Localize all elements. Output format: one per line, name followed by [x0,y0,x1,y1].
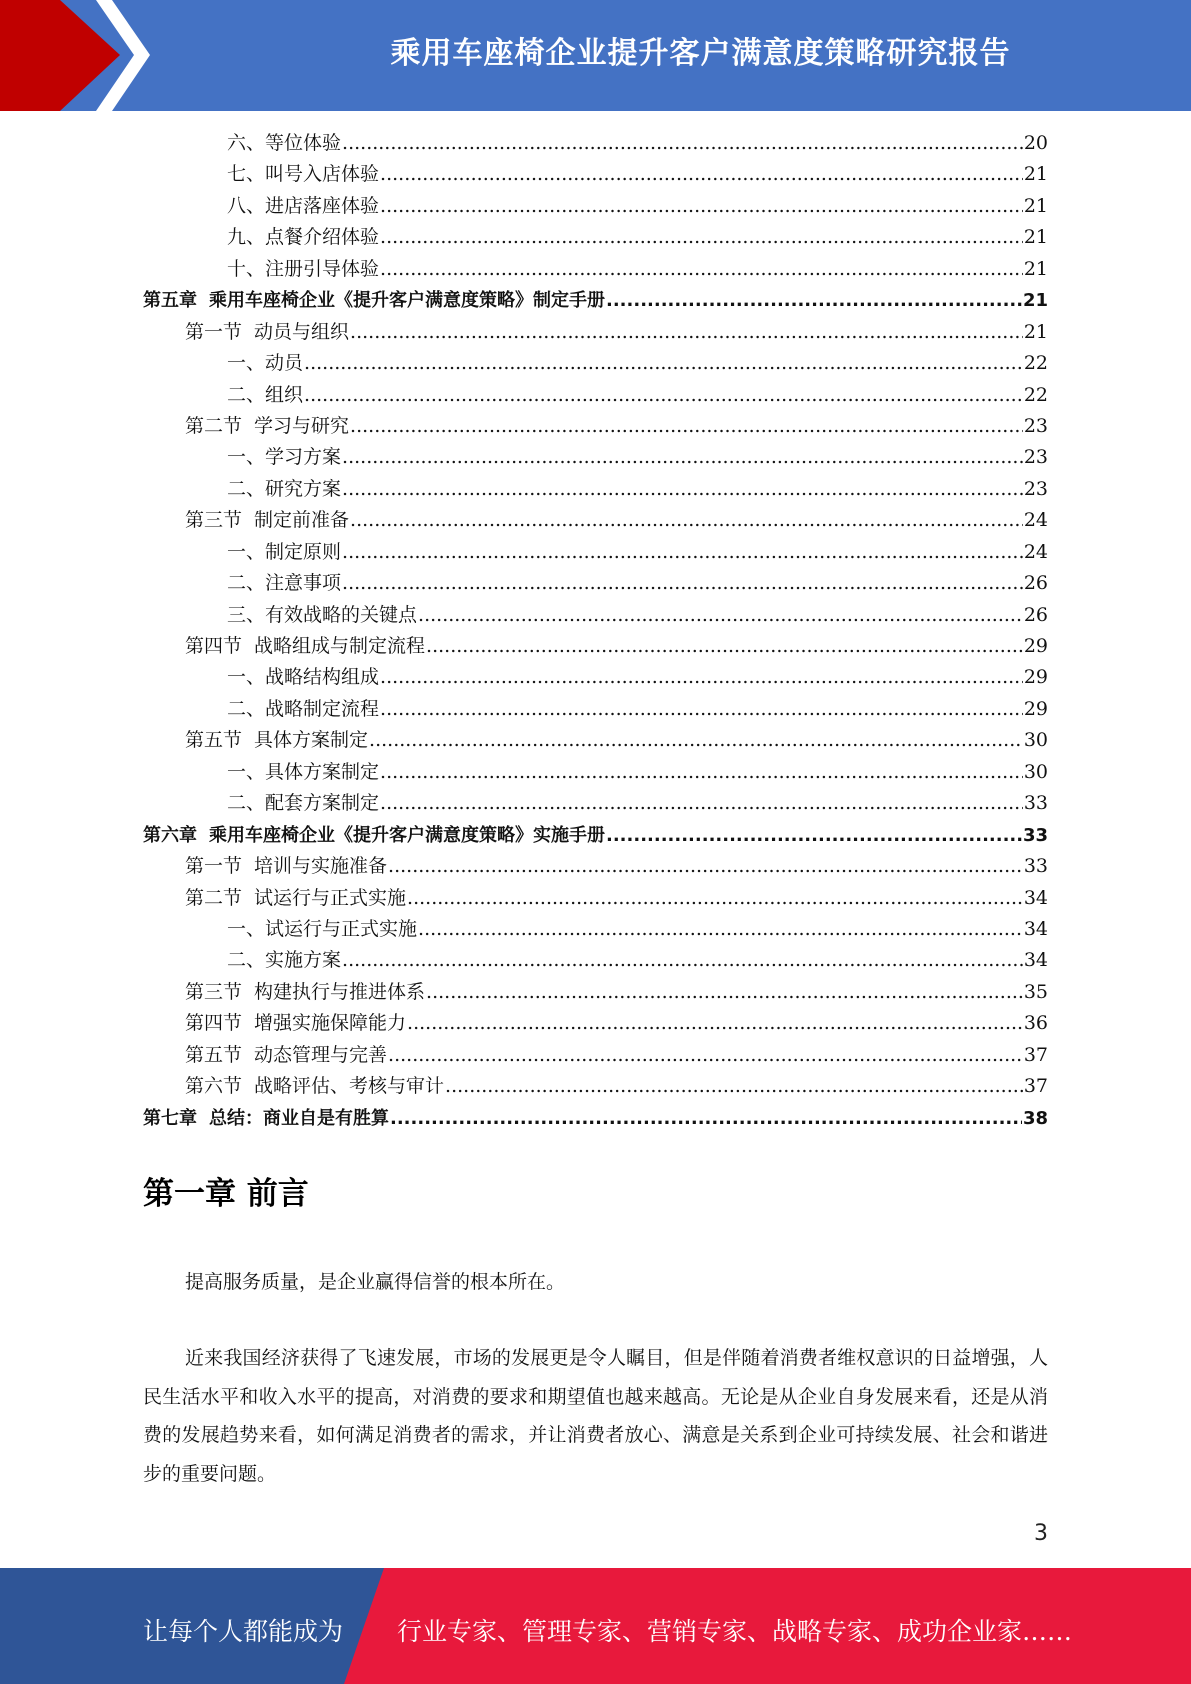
toc-entry-title: 叫号入店体验 [265,163,380,186]
toc-entry-label [143,820,605,851]
toc-dot-leader [388,851,1023,882]
toc-entry-number: 第六章 [143,824,197,846]
toc-entry-title: 动员 [265,352,304,375]
toc-entry-page: 21 [1023,320,1048,343]
toc-dot-leader [350,505,1023,536]
toc-entry-title: 组织 [265,383,304,406]
toc-entry-number: 三、 [227,603,266,626]
toc-entry-label [143,285,605,316]
toc-entry-label [227,474,341,505]
toc-entry-label [185,977,425,1008]
toc-entry-label [185,1071,444,1102]
toc-entry[interactable] [143,662,1048,693]
toc-entry-label [227,568,341,599]
toc-entry-title: 制定前准备 [254,509,350,532]
toc-entry-number: 一、 [227,352,266,375]
toc-entry-label [227,442,341,473]
toc-entry-title: 点餐介绍体验 [265,226,380,249]
toc-entry-page: 21 [1023,226,1048,249]
toc-entry-label [185,883,406,914]
table-of-contents [143,128,1048,1134]
toc-entry-number: 第三节 [185,509,243,532]
toc-dot-leader [342,537,1023,568]
toc-entry-label [227,662,379,693]
toc-entry[interactable] [143,977,1048,1008]
toc-dot-leader [380,191,1023,222]
toc-entry-title: 战略结构组成 [265,666,380,689]
toc-entry-label [227,191,379,222]
header-title: 乘用车座椅企业提升客户满意度策略研究报告 [390,36,1011,71]
toc-entry-title: 总结：商业自是有胜算 [209,1107,389,1129]
page-number: 3 [1034,1521,1048,1546]
toc-entry[interactable] [143,945,1048,976]
toc-dot-leader [369,725,1023,756]
toc-entry[interactable] [143,725,1048,756]
toc-entry-title: 乘用车座椅企业《提升客户满意度策略》制定手册 [209,290,605,312]
toc-entry-number: 一、 [227,760,266,783]
toc-entry-number: 二、 [227,792,266,815]
toc-entry-number: 第四节 [185,1012,243,1035]
toc-entry[interactable] [143,694,1048,725]
toc-dot-leader [342,128,1023,159]
toc-entry-label [227,914,417,945]
toc-entry-title: 战略制定流程 [265,697,380,720]
toc-entry-number: 第一节 [185,320,243,343]
toc-entry-title: 战略评估、考核与审计 [254,1075,445,1098]
toc-dot-leader [350,411,1023,442]
paragraph-2: 近来我国经济获得了飞速发展，市场的发展更是令人瞩目，但是伴随着消费者维权意识的日益增强，人民生活水平和收入水平的提高，对消费的要求和期望值也越来越高。无论是从企业自身发展来看，还是从消费的发展趋势来看，如何满足消费者的需求，并让消费者放心、满意是关系到企业可持续发展、社会和谐进步的重要问题。 [143,1347,1048,1485]
toc-entry[interactable] [143,505,1048,536]
toc-dot-leader [380,254,1023,285]
toc-entry-label [227,788,379,819]
toc-entry[interactable] [143,788,1048,819]
toc-entry-number: 第二节 [185,886,243,909]
toc-entry[interactable] [143,1008,1048,1039]
toc-entry-page: 29 [1023,697,1048,720]
toc-entry-number: 二、 [227,949,266,972]
toc-entry-number: 十、 [227,257,266,280]
toc-entry-label [185,851,387,882]
toc-entry-title: 动态管理与完善 [254,1043,388,1066]
toc-entry-page: 30 [1023,729,1048,752]
toc-dot-leader [380,757,1023,788]
toc-entry-title: 进店落座体验 [265,194,380,217]
toc-entry-page: 20 [1023,132,1048,154]
toc-entry[interactable] [143,631,1048,662]
toc-entry-number: 六、 [227,132,266,154]
toc-entry-number: 第四节 [185,635,243,657]
toc-entry-number: 第二节 [185,414,243,437]
toc-entry-page: 21 [1023,257,1048,280]
toc-entry-label [143,1103,389,1134]
toc-entry[interactable] [143,474,1048,505]
footer-slogan-right: 行业专家、管理专家、营销专家、战略专家、成功企业家…… [397,1617,1073,1646]
toc-entry-title: 研究方案 [265,477,342,500]
toc-entry[interactable] [143,380,1048,411]
toc-dot-leader [388,1040,1023,1071]
toc-dot-leader [350,317,1023,348]
toc-entry-number: 一、 [227,917,266,940]
toc-entry-number: 第五节 [185,1043,243,1066]
toc-dot-leader [407,883,1023,914]
toc-entry-label [227,600,417,631]
toc-entry-number: 八、 [227,194,266,217]
toc-entry-page: 26 [1023,603,1048,626]
toc-dot-leader [418,914,1023,945]
toc-entry-title: 乘用车座椅企业《提升客户满意度策略》实施手册 [209,824,605,846]
toc-entry-label [227,945,341,976]
toc-entry[interactable] [143,1103,1048,1134]
toc-entry-number: 一、 [227,540,266,563]
toc-entry-page: 23 [1023,414,1048,437]
toc-entry-label [227,537,341,568]
toc-entry-number: 七、 [227,163,266,186]
toc-entry[interactable] [143,1040,1048,1071]
toc-dot-leader [380,788,1023,819]
toc-entry[interactable] [143,191,1048,222]
toc-entry-page: 24 [1023,540,1048,563]
toc-entry-page: 21 [1022,290,1048,312]
toc-entry-page: 29 [1023,666,1048,689]
toc-entry-number: 第七章 [143,1107,197,1129]
toc-entry-page: 22 [1023,352,1048,375]
toc-entry-number: 第五节 [185,729,243,752]
toc-entry-number: 二、 [227,572,266,595]
toc-dot-leader [606,820,1022,851]
toc-entry-page: 29 [1023,635,1048,657]
toc-entry-label [227,159,379,190]
toc-entry[interactable] [143,128,1048,159]
toc-entry[interactable] [143,568,1048,599]
toc-entry-number: 一、 [227,666,266,689]
toc-entry-page: 21 [1023,163,1048,186]
toc-dot-leader [380,694,1023,725]
toc-entry-label [185,411,349,442]
toc-entry-page: 33 [1023,792,1048,815]
toc-entry-page: 38 [1022,1107,1048,1129]
toc-entry-title: 动员与组织 [254,320,350,343]
page-footer [0,1568,1191,1684]
toc-entry-number: 第一节 [185,855,243,878]
toc-dot-leader [445,1071,1023,1102]
toc-entry-number: 二、 [227,383,266,406]
toc-entry-title: 培训与实施准备 [254,855,388,878]
toc-dot-leader [304,380,1023,411]
toc-entry-page: 23 [1023,446,1048,469]
toc-entry[interactable] [143,411,1048,442]
toc-entry[interactable] [143,159,1048,190]
toc-entry-title: 等位体验 [265,132,342,154]
toc-entry-page: 24 [1023,509,1048,532]
toc-entry-page: 22 [1023,383,1048,406]
toc-entry[interactable] [143,348,1048,379]
toc-entry-label [227,757,379,788]
toc-entry[interactable] [143,285,1048,316]
toc-entry-title: 构建执行与推进体系 [254,980,426,1003]
toc-entry-page: 26 [1023,572,1048,595]
toc-entry[interactable] [143,1071,1048,1102]
toc-entry-title: 注意事项 [265,572,342,595]
toc-entry-title: 有效战略的关键点 [265,603,418,626]
toc-entry-label [185,631,425,662]
toc-entry-title: 战略组成与制定流程 [254,635,426,657]
toc-dot-leader [380,662,1023,693]
toc-entry-title: 注册引导体验 [265,257,380,280]
toc-entry-page: 36 [1023,1012,1048,1035]
toc-entry-page: 33 [1022,824,1048,846]
toc-entry-label [185,505,349,536]
chapter-title: 第一章 前言 [143,1176,309,1212]
toc-entry-title: 具体方案制定 [265,760,380,783]
toc-entry-title: 增强实施保障能力 [254,1012,407,1035]
toc-entry-number: 九、 [227,226,266,249]
toc-entry-number: 第五章 [143,290,197,312]
toc-entry[interactable] [143,600,1048,631]
toc-dot-leader [342,474,1023,505]
toc-entry-label [227,348,303,379]
toc-dot-leader [380,159,1023,190]
toc-entry-label [227,222,379,253]
toc-entry-page: 30 [1023,760,1048,783]
toc-entry-label [227,128,341,159]
toc-entry-title: 制定原则 [265,540,342,563]
toc-entry-page: 34 [1023,917,1048,940]
toc-entry-number: 一、 [227,446,266,469]
toc-entry[interactable] [143,254,1048,285]
toc-entry[interactable] [143,914,1048,945]
page-header [0,0,1191,111]
toc-entry-title: 实施方案 [265,949,342,972]
toc-entry-page: 37 [1023,1043,1048,1066]
toc-dot-leader [380,222,1023,253]
toc-entry[interactable] [143,222,1048,253]
toc-dot-leader [390,1103,1022,1134]
toc-entry-title: 试运行与正式实施 [265,917,418,940]
toc-dot-leader [342,568,1023,599]
toc-entry-label [227,254,379,285]
toc-entry-label [227,694,379,725]
toc-dot-leader [426,977,1023,1008]
toc-entry-label [185,317,349,348]
toc-entry[interactable] [143,851,1048,882]
toc-dot-leader [426,631,1023,662]
toc-entry-title: 学习方案 [265,446,342,469]
toc-entry-page: 33 [1023,855,1048,878]
paragraph-1: 提高服务质量，是企业赢得信誉的根本所在。 [185,1271,566,1293]
toc-entry[interactable] [143,883,1048,914]
toc-entry-label [185,1008,406,1039]
toc-entry-label [227,380,303,411]
toc-entry[interactable] [143,442,1048,473]
toc-entry[interactable] [143,317,1048,348]
toc-entry-title: 具体方案制定 [254,729,369,752]
toc-entry-number: 二、 [227,477,266,500]
toc-entry-number: 第三节 [185,980,243,1003]
toc-entry-title: 试运行与正式实施 [254,886,407,909]
toc-entry[interactable] [143,757,1048,788]
toc-entry-number: 二、 [227,697,266,720]
toc-entry-page: 34 [1023,886,1048,909]
toc-entry[interactable] [143,820,1048,851]
toc-entry[interactable] [143,537,1048,568]
toc-entry-page: 34 [1023,949,1048,972]
toc-entry-page: 23 [1023,477,1048,500]
toc-dot-leader [418,600,1023,631]
toc-entry-title: 配套方案制定 [265,792,380,815]
toc-entry-title: 学习与研究 [254,414,350,437]
toc-entry-label [185,725,368,756]
toc-entry-number: 第六节 [185,1075,243,1098]
toc-entry-page: 21 [1023,194,1048,217]
toc-dot-leader [606,285,1022,316]
toc-entry-page: 37 [1023,1075,1048,1098]
toc-dot-leader [407,1008,1023,1039]
toc-entry-label [185,1040,387,1071]
toc-dot-leader [342,945,1023,976]
toc-entry-page: 35 [1023,980,1048,1003]
toc-dot-leader [304,348,1023,379]
toc-dot-leader [342,442,1023,473]
footer-slogan-left: 让每个人都能成为 [143,1617,344,1646]
